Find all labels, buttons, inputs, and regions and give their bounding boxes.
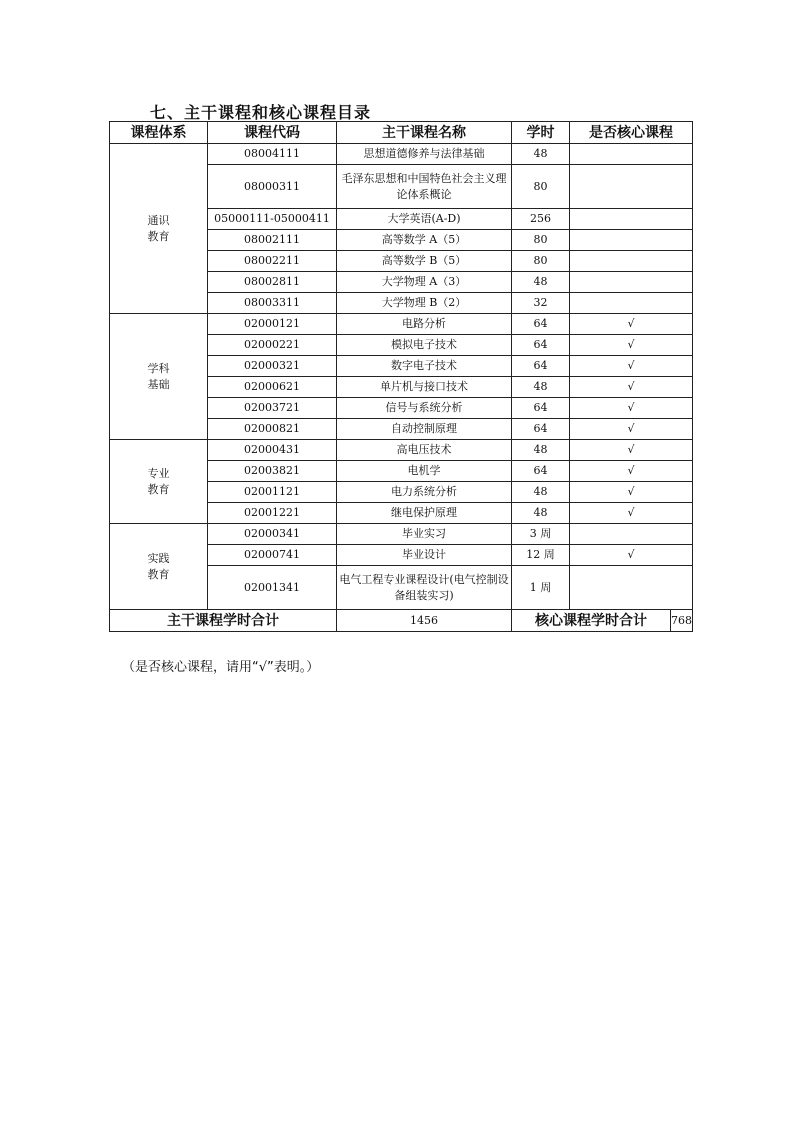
course-hours: 48 — [512, 144, 570, 165]
course-name: 大学物理 B（2） — [337, 293, 512, 314]
course-code: 02001121 — [208, 482, 337, 503]
course-name: 电机学 — [337, 461, 512, 482]
course-category-line: 学科 — [147, 361, 170, 375]
course-category — [110, 440, 208, 524]
course-category-line: 教育 — [147, 482, 170, 496]
course-name: 高等数学 B（5） — [337, 251, 512, 272]
table-row — [110, 314, 693, 335]
course-hours: 64 — [512, 419, 570, 440]
main-hours-total-label: 主干课程学时合计 — [110, 610, 337, 632]
course-hours: 64 — [512, 356, 570, 377]
core-mark: √ — [570, 398, 693, 419]
course-hours: 64 — [512, 461, 570, 482]
core-mark: √ — [570, 356, 693, 377]
course-name: 高电压技术 — [337, 440, 512, 461]
course-code: 02001221 — [208, 503, 337, 524]
course-code: 02000221 — [208, 335, 337, 356]
course-category-line: 教育 — [147, 567, 170, 581]
core-mark — [570, 524, 693, 545]
course-name: 电气工程专业课程设计(电气控制设备组装实习) — [337, 566, 512, 610]
table-row — [110, 144, 693, 165]
course-hours: 64 — [512, 314, 570, 335]
course-name: 模拟电子技术 — [337, 335, 512, 356]
core-hours-total-label: 核心课程学时合计 — [512, 610, 671, 631]
core-mark: √ — [570, 503, 693, 524]
course-code: 02001341 — [208, 566, 337, 610]
core-mark: √ — [570, 377, 693, 398]
course-name: 电力系统分析 — [337, 482, 512, 503]
table-row — [110, 440, 693, 461]
course-name: 自动控制原理 — [337, 419, 512, 440]
course-hours: 1 周 — [512, 566, 570, 610]
course-code: 08004111 — [208, 144, 337, 165]
footnote: （是否核心课程，请用“√”表明。） — [122, 660, 320, 675]
header-hours: 学时 — [512, 122, 570, 144]
course-name: 继电保护原理 — [337, 503, 512, 524]
course-body — [110, 144, 693, 610]
course-code: 02000341 — [208, 524, 337, 545]
course-name: 大学英语(A-D) — [337, 209, 512, 230]
course-category-line: 通识 — [147, 213, 170, 227]
core-mark: √ — [570, 482, 693, 503]
totals-row — [110, 610, 693, 632]
core-mark: √ — [570, 461, 693, 482]
course-name: 大学物理 A（3） — [337, 272, 512, 293]
course-name: 电路分析 — [337, 314, 512, 335]
course-code: 02000741 — [208, 545, 337, 566]
core-mark: √ — [570, 440, 693, 461]
course-code: 05000111-05000411 — [208, 209, 337, 230]
header-code: 课程代码 — [208, 122, 337, 144]
core-mark: √ — [570, 419, 693, 440]
course-code: 08000311 — [208, 165, 337, 209]
page-title: 七、主干课程和核心课程目录 — [150, 103, 372, 122]
course-hours: 64 — [512, 398, 570, 419]
course-name: 毕业实习 — [337, 524, 512, 545]
course-name: 单片机与接口技术 — [337, 377, 512, 398]
course-hours: 256 — [512, 209, 570, 230]
course-code: 02000321 — [208, 356, 337, 377]
course-hours: 48 — [512, 272, 570, 293]
course-code: 08002211 — [208, 251, 337, 272]
course-code: 08002811 — [208, 272, 337, 293]
course-category-line: 实践 — [147, 551, 170, 565]
course-code: 08003311 — [208, 293, 337, 314]
course-hours: 48 — [512, 503, 570, 524]
core-hours-total-cell — [512, 610, 693, 632]
core-mark — [570, 272, 693, 293]
course-name: 信号与系统分析 — [337, 398, 512, 419]
course-hours: 80 — [512, 251, 570, 272]
core-mark — [570, 209, 693, 230]
course-code: 02003721 — [208, 398, 337, 419]
core-mark — [570, 230, 693, 251]
course-hours: 64 — [512, 335, 570, 356]
header-name: 主干课程名称 — [337, 122, 512, 144]
course-name: 毕业设计 — [337, 545, 512, 566]
course-category — [110, 314, 208, 440]
course-name: 毛泽东思想和中国特色社会主义理论体系概论 — [337, 165, 512, 209]
table-row — [110, 524, 693, 545]
course-code: 08002111 — [208, 230, 337, 251]
core-mark: √ — [570, 545, 693, 566]
course-code: 02003821 — [208, 461, 337, 482]
course-hours: 48 — [512, 377, 570, 398]
core-mark: √ — [570, 314, 693, 335]
course-category — [110, 144, 208, 314]
core-hours-total-value: 768 — [671, 613, 692, 627]
course-name: 数字电子技术 — [337, 356, 512, 377]
course-code: 02000621 — [208, 377, 337, 398]
header-row — [110, 122, 693, 144]
course-category — [110, 524, 208, 610]
course-hours: 3 周 — [512, 524, 570, 545]
course-table — [109, 121, 693, 632]
header-core: 是否核心课程 — [570, 122, 693, 144]
course-name: 高等数学 A（5） — [337, 230, 512, 251]
course-code: 02000431 — [208, 440, 337, 461]
course-hours: 32 — [512, 293, 570, 314]
course-category-line: 基础 — [147, 377, 170, 391]
course-category-line: 专业 — [147, 466, 170, 480]
course-hours: 80 — [512, 165, 570, 209]
course-code: 02000121 — [208, 314, 337, 335]
core-mark — [570, 144, 693, 165]
core-mark — [570, 566, 693, 610]
course-code: 02000821 — [208, 419, 337, 440]
core-mark — [570, 293, 693, 314]
core-mark — [570, 251, 693, 272]
main-hours-total-value: 1456 — [337, 610, 512, 632]
course-name: 思想道德修养与法律基础 — [337, 144, 512, 165]
course-hours: 48 — [512, 482, 570, 503]
course-hours: 12 周 — [512, 545, 570, 566]
course-hours: 48 — [512, 440, 570, 461]
course-category-line: 教育 — [147, 229, 170, 243]
header-system: 课程体系 — [110, 122, 208, 144]
course-hours: 80 — [512, 230, 570, 251]
core-mark — [570, 165, 693, 209]
core-mark: √ — [570, 335, 693, 356]
